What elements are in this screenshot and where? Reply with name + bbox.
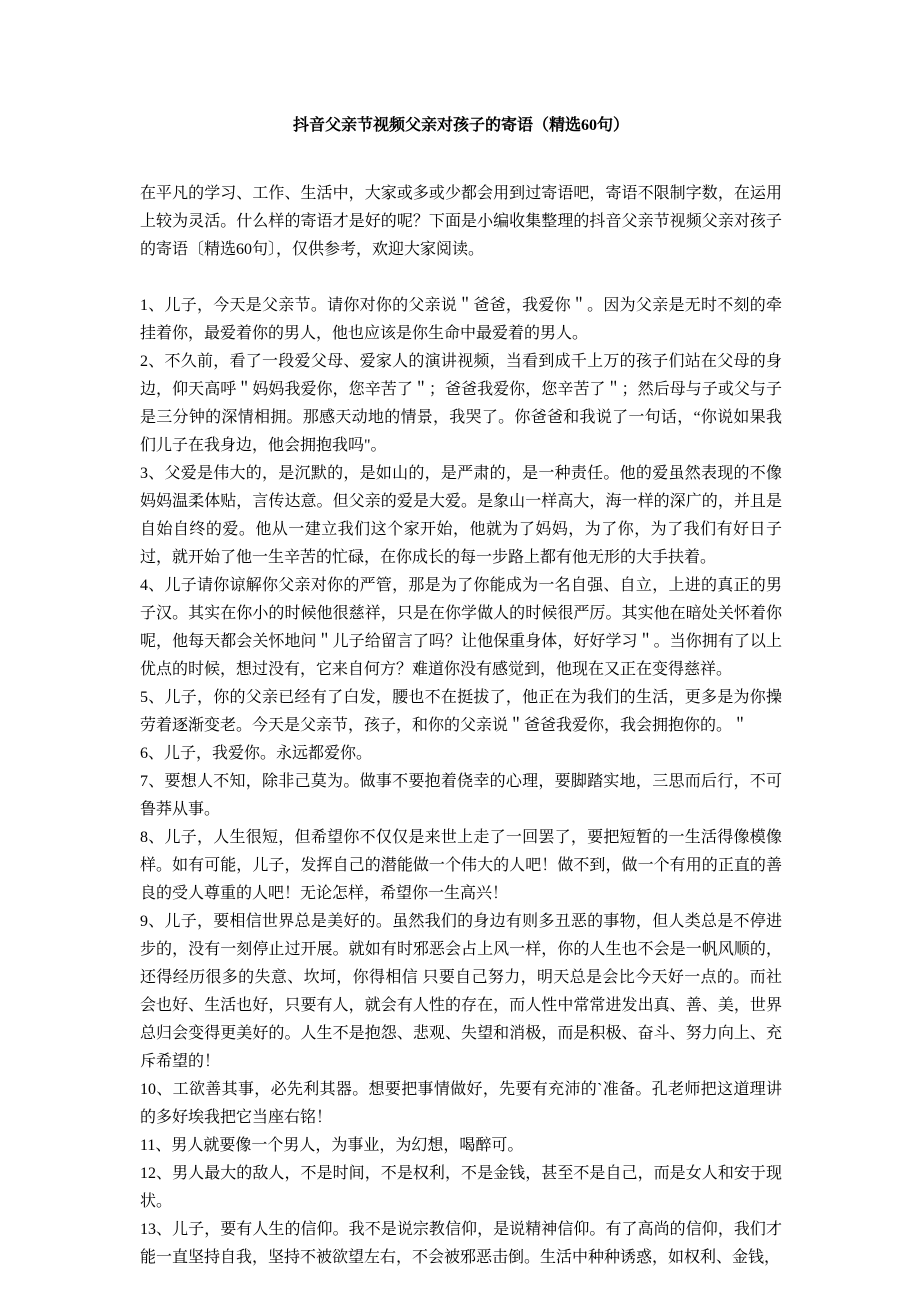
message-item: 12、男人最大的敌人，不是时间，不是权利，不是金钱，甚至不是自己，而是女人和安于现状。 [140, 1165, 782, 1210]
message-item: 4、儿子请你谅解你父亲对你的严管，那是为了你能成为一名自强、自立，上进的真正的男子汉。其实在你小的时候他很慈祥，只是在你学做人的时候很严厉。其实他在暗处关怀着你呢，他每天都会关怀地问＂儿子给留言了吗？让他保重身体，好好学习＂。当你拥有了以上优点的时候，想过没有，它来自何方？难道你没有感觉到，他现在又正在变得慈祥。 [140, 577, 782, 678]
intro-paragraph: 在平凡的学习、工作、生活中，大家或多或少都会用到过寄语吧，寄语不限制字数，在运用上较为灵活。什么样的寄语才是好的呢？下面是小编收集整理的抖音父亲节视频父亲对孩子的寄语〔精选60句〕，仅供参考，欢迎大家阅读。 [140, 185, 782, 258]
message-item: 6、儿子，我爱你。永远都爱你。 [140, 745, 373, 762]
message-item: 2、不久前，看了一段爱父母、爱家人的演讲视频，当看到成千上万的孩子们站在父母的身边，仰天高呼＂妈妈我爱你，您辛苦了＂；爸爸我爱你，您辛苦了＂；然后母与子或父与子是三分钟的深情相拥。那感天动地的情景，我哭了。你爸爸和我说了一句话，“你说如果我们儿子在我身边，他会拥抱我吗"。 [140, 353, 782, 454]
message-item: 5、儿子，你的父亲已经有了白发，腰也不在挺拔了，他正在为我们的生活，更多是为你操劳着逐渐变老。今天是父亲节，孩子，和你的父亲说＂爸爸我爱你，我会拥抱你的。＂ [140, 689, 782, 734]
message-item: 8、儿子，人生很短，但希望你不仅仅是来世上走了一回罢了，要把短暂的一生活得像模像样。如有可能，儿子，发挥自己的潜能做一个伟大的人吧！做不到，做一个有用的正直的善良的受人尊重的人吧！无论怎样，希望你一生高兴！ [140, 829, 782, 902]
document-body [140, 180, 782, 1272]
message-item: 9、儿子，要相信世界总是美好的。虽然我们的身边有则多丑恶的事物，但人类总是不停进步的，没有一刻停止过开展。就如有时邪恶会占上风一样，你的人生也不会是一帆风顺的，还得经历很多的失意、坎坷，你得相信 只要自己努力，明天总是会比今天好一点的。而社会也好、生活也好，只要有人，就会有人性的存在，而人性中常常进发出真、善、美，世界总归会变得更美好的。人生不是抱怨、悲观、失望和消极，而是积极、奋斗、努力向上、充斥希望的！ [140, 913, 782, 1070]
document-title: 抖音父亲节视频父亲对孩子的寄语（精选60句） [292, 117, 629, 134]
message-item: 3、父爱是伟大的，是沉默的，是如山的，是严肃的，是一种责任。他的爱虽然表现的不像妈妈温柔体贴，言传达意。但父亲的爱是大爱。是象山一样高大，海一样的深广的，并且是自始自终的爱。他从一建立我们这个家开始，他就为了妈妈，为了你，为了我们有好日子过，就开始了他一生辛苦的忙碌，在你成长的每一步路上都有他无形的大手扶着。 [140, 465, 782, 566]
message-item: 11、男人就要像一个男人，为事业，为幻想，喝醉可。 [140, 1137, 524, 1154]
message-item: 10、工欲善其事，必先利其器。想要把事情做好，先要有充沛的`准备。孔老师把这道理讲的多好埃我把它当座右铭！ [140, 1081, 782, 1126]
message-item: 1、儿子，今天是父亲节。请你对你的父亲说＂爸爸，我爱你＂。因为父亲是无时不刻的牵挂着你，最爱着你的男人，他也应该是你生命中最爱着的男人。 [140, 297, 782, 342]
message-item: 7、要想人不知，除非己莫为。做事不要抱着侥幸的心理，要脚踏实地，三思而后行，不可鲁莽从事。 [140, 773, 782, 818]
message-item: 13、儿子，要有人生的信仰。我不是说宗教信仰，是说精神信仰。有了高尚的信仰，我们才能一直坚持自我，坚持不被欲望左右，不会被邪恶击倒。生活中种种诱惑，如权利、金钱， [140, 1221, 782, 1266]
